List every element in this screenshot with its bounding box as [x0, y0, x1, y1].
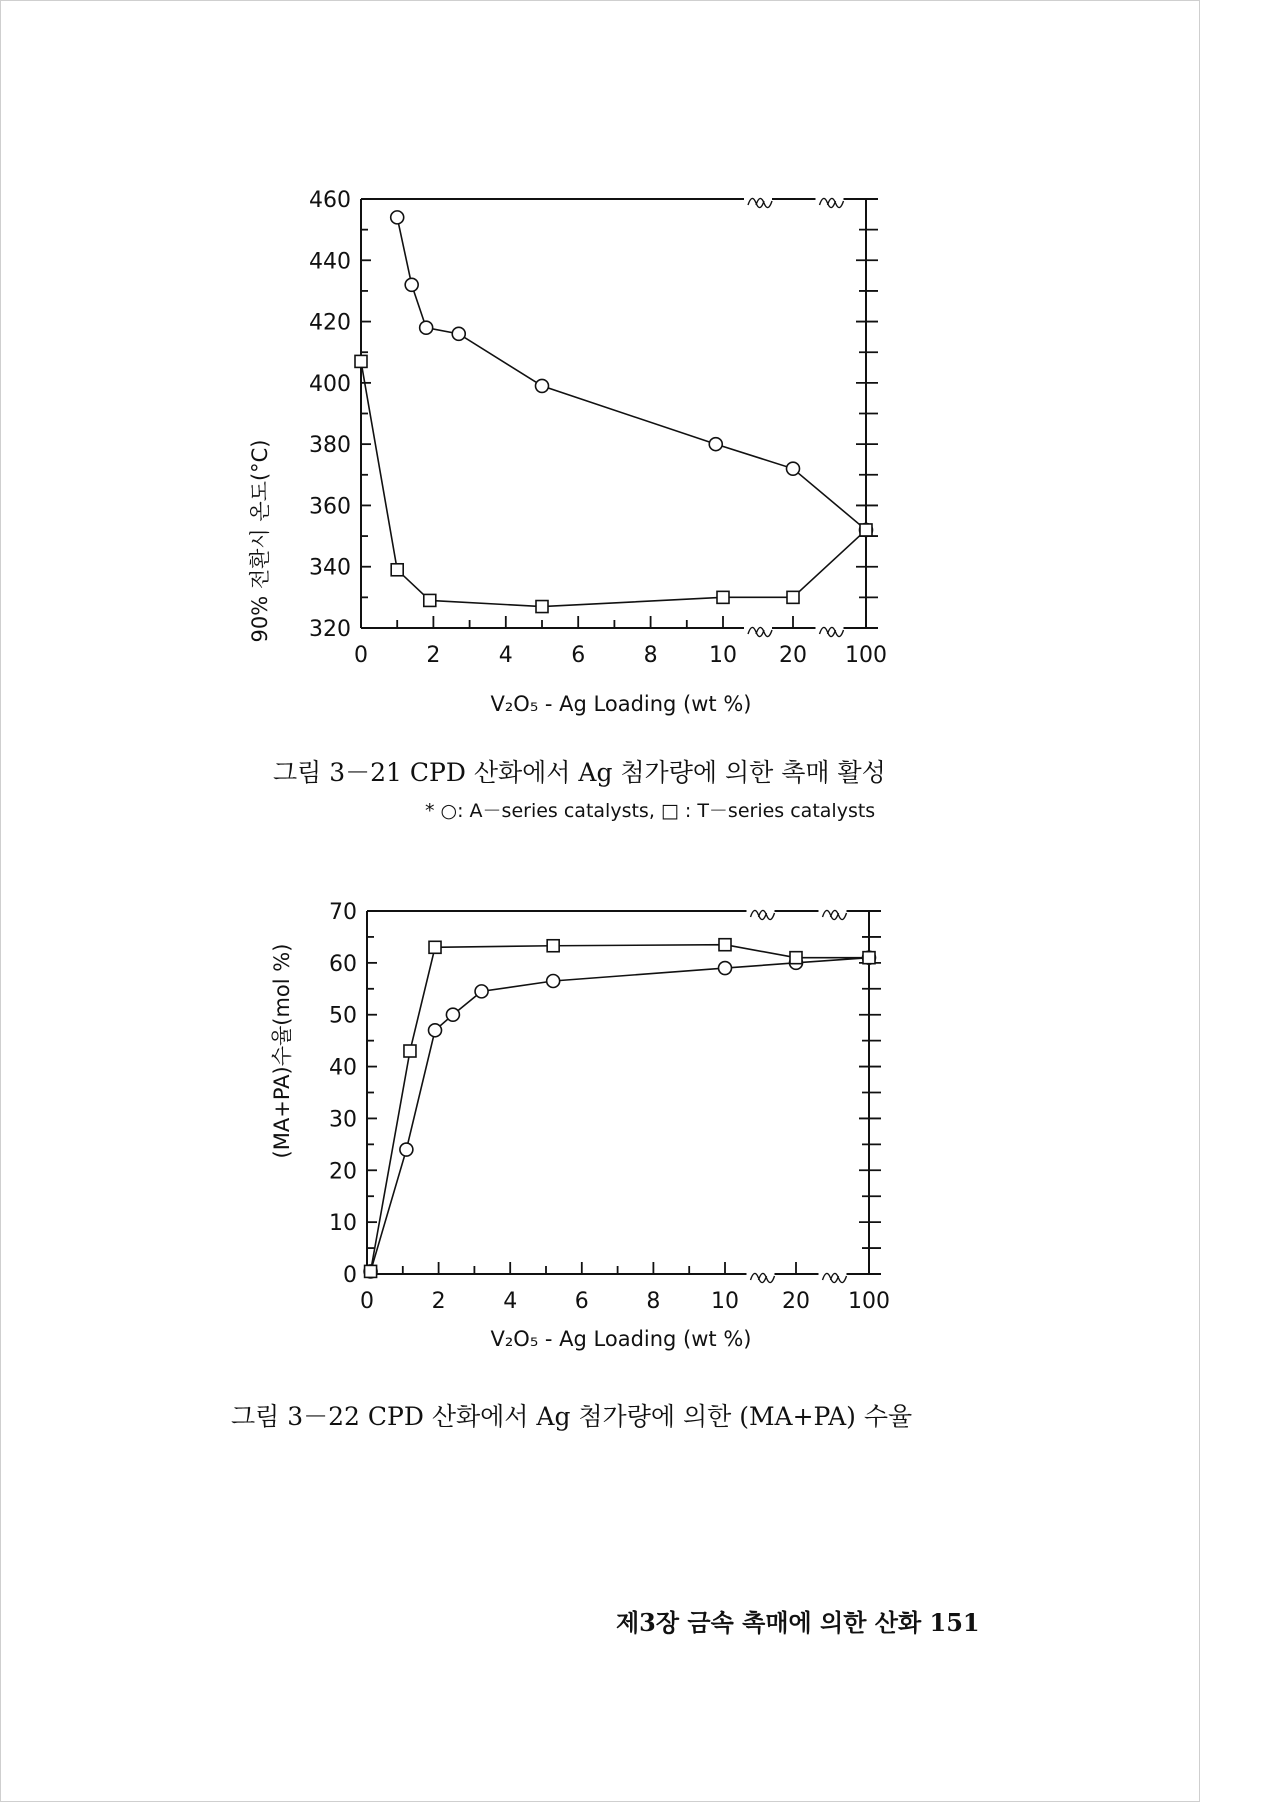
- data-point-square: [787, 591, 799, 603]
- data-point-circle: [446, 1008, 459, 1021]
- y-tick-label: 40: [329, 1055, 357, 1081]
- data-point-square: [391, 564, 403, 576]
- x-axis-title: V₂O₅ - Ag Loading (wt %): [490, 692, 752, 716]
- data-point-circle: [420, 321, 433, 334]
- x-tick-label: 0: [354, 643, 368, 668]
- y-tick-label: 30: [329, 1107, 357, 1133]
- data-point-circle: [400, 1143, 413, 1156]
- chart-ma-pa-yield: [1, 881, 1201, 1361]
- x-tick-label: 2: [426, 643, 441, 668]
- data-point-circle: [709, 438, 722, 451]
- y-tick-label: 460: [309, 188, 351, 213]
- x-tick-label: 6: [571, 643, 586, 668]
- y-axis-title: 90% 전환시 온도(°C): [248, 439, 272, 643]
- axis-break-mark: [823, 910, 847, 919]
- axis-break-mark: [820, 198, 844, 207]
- axis-break-mark: [820, 627, 844, 636]
- series-line-square: [361, 361, 866, 606]
- x-tick-label: 4: [503, 1289, 518, 1314]
- y-tick-label: 420: [309, 310, 351, 336]
- data-point-square: [355, 355, 367, 367]
- data-point-circle: [405, 278, 418, 291]
- chart-conversion-temperature: [1, 171, 1201, 731]
- data-point-circle: [547, 975, 560, 988]
- y-tick-label: 400: [309, 371, 351, 397]
- x-tick-label: 100: [845, 643, 887, 668]
- y-tick-label: 10: [329, 1211, 357, 1237]
- x-axis-title: V₂O₅ - Ag Loading (wt %): [490, 1327, 752, 1351]
- y-tick-label: 50: [329, 1003, 357, 1029]
- data-point-circle: [391, 211, 404, 224]
- figure-3-21-caption: 그림 3－21 CPD 산화에서 Ag 첨가량에 의한 촉매 활성: [273, 758, 886, 787]
- series-line-circle: [397, 217, 866, 530]
- x-tick-label: 100: [848, 1289, 890, 1314]
- y-tick-label: 60: [329, 951, 357, 977]
- axis-break-mark: [748, 627, 772, 636]
- x-tick-label: 10: [709, 643, 737, 668]
- data-point-square: [547, 940, 559, 952]
- data-point-square: [717, 591, 729, 603]
- y-tick-label: 70: [329, 900, 357, 925]
- series-line-circle: [371, 958, 869, 1272]
- data-point-square: [863, 952, 875, 964]
- x-tick-label: 8: [643, 643, 658, 668]
- x-tick-label: 20: [779, 643, 807, 668]
- y-tick-label: 340: [309, 555, 351, 581]
- page-edge-shadow: [1200, 0, 1287, 1806]
- page-footer: 제3장 금속 촉매에 의한 산화 151: [616, 1608, 980, 1637]
- axis-break-mark: [823, 1273, 847, 1282]
- data-point-square: [424, 594, 436, 606]
- data-point-square: [860, 524, 872, 536]
- axis-break-mark: [751, 910, 775, 919]
- data-point-circle: [787, 462, 800, 475]
- y-axis-title: (MA+PA)수율(mol %): [270, 943, 294, 1159]
- x-tick-label: 0: [360, 1289, 374, 1314]
- x-tick-label: 8: [646, 1289, 661, 1314]
- data-point-square: [429, 941, 441, 953]
- data-point-square: [365, 1265, 377, 1277]
- axis-break-mark: [748, 198, 772, 207]
- data-point-circle: [429, 1024, 442, 1037]
- x-tick-label: 6: [574, 1289, 589, 1314]
- y-tick-label: 380: [309, 433, 351, 459]
- data-point-circle: [719, 962, 732, 975]
- x-tick-label: 2: [431, 1289, 446, 1314]
- y-tick-label: 440: [309, 249, 351, 275]
- data-point-square: [719, 939, 731, 951]
- data-point-circle: [452, 327, 465, 340]
- data-point-circle: [475, 985, 488, 998]
- y-tick-label: 20: [329, 1159, 357, 1185]
- data-point-square: [790, 952, 802, 964]
- data-point-square: [536, 601, 548, 613]
- axis-break-mark: [751, 1273, 775, 1282]
- figure-3-21-legend: * ○: A－series catalysts, □ : T－series catalysts: [425, 800, 876, 822]
- data-point-square: [404, 1045, 416, 1057]
- x-tick-label: 20: [782, 1289, 810, 1314]
- x-tick-label: 10: [711, 1289, 739, 1314]
- data-point-circle: [536, 379, 549, 392]
- y-tick-label: 0: [343, 1263, 357, 1288]
- series-line-square: [371, 945, 869, 1272]
- y-tick-label: 360: [309, 494, 351, 520]
- figure-3-22-caption: 그림 3－22 CPD 산화에서 Ag 첨가량에 의한 (MA+PA) 수율: [231, 1402, 913, 1431]
- y-tick-label: 320: [309, 617, 351, 642]
- x-tick-label: 4: [498, 643, 513, 668]
